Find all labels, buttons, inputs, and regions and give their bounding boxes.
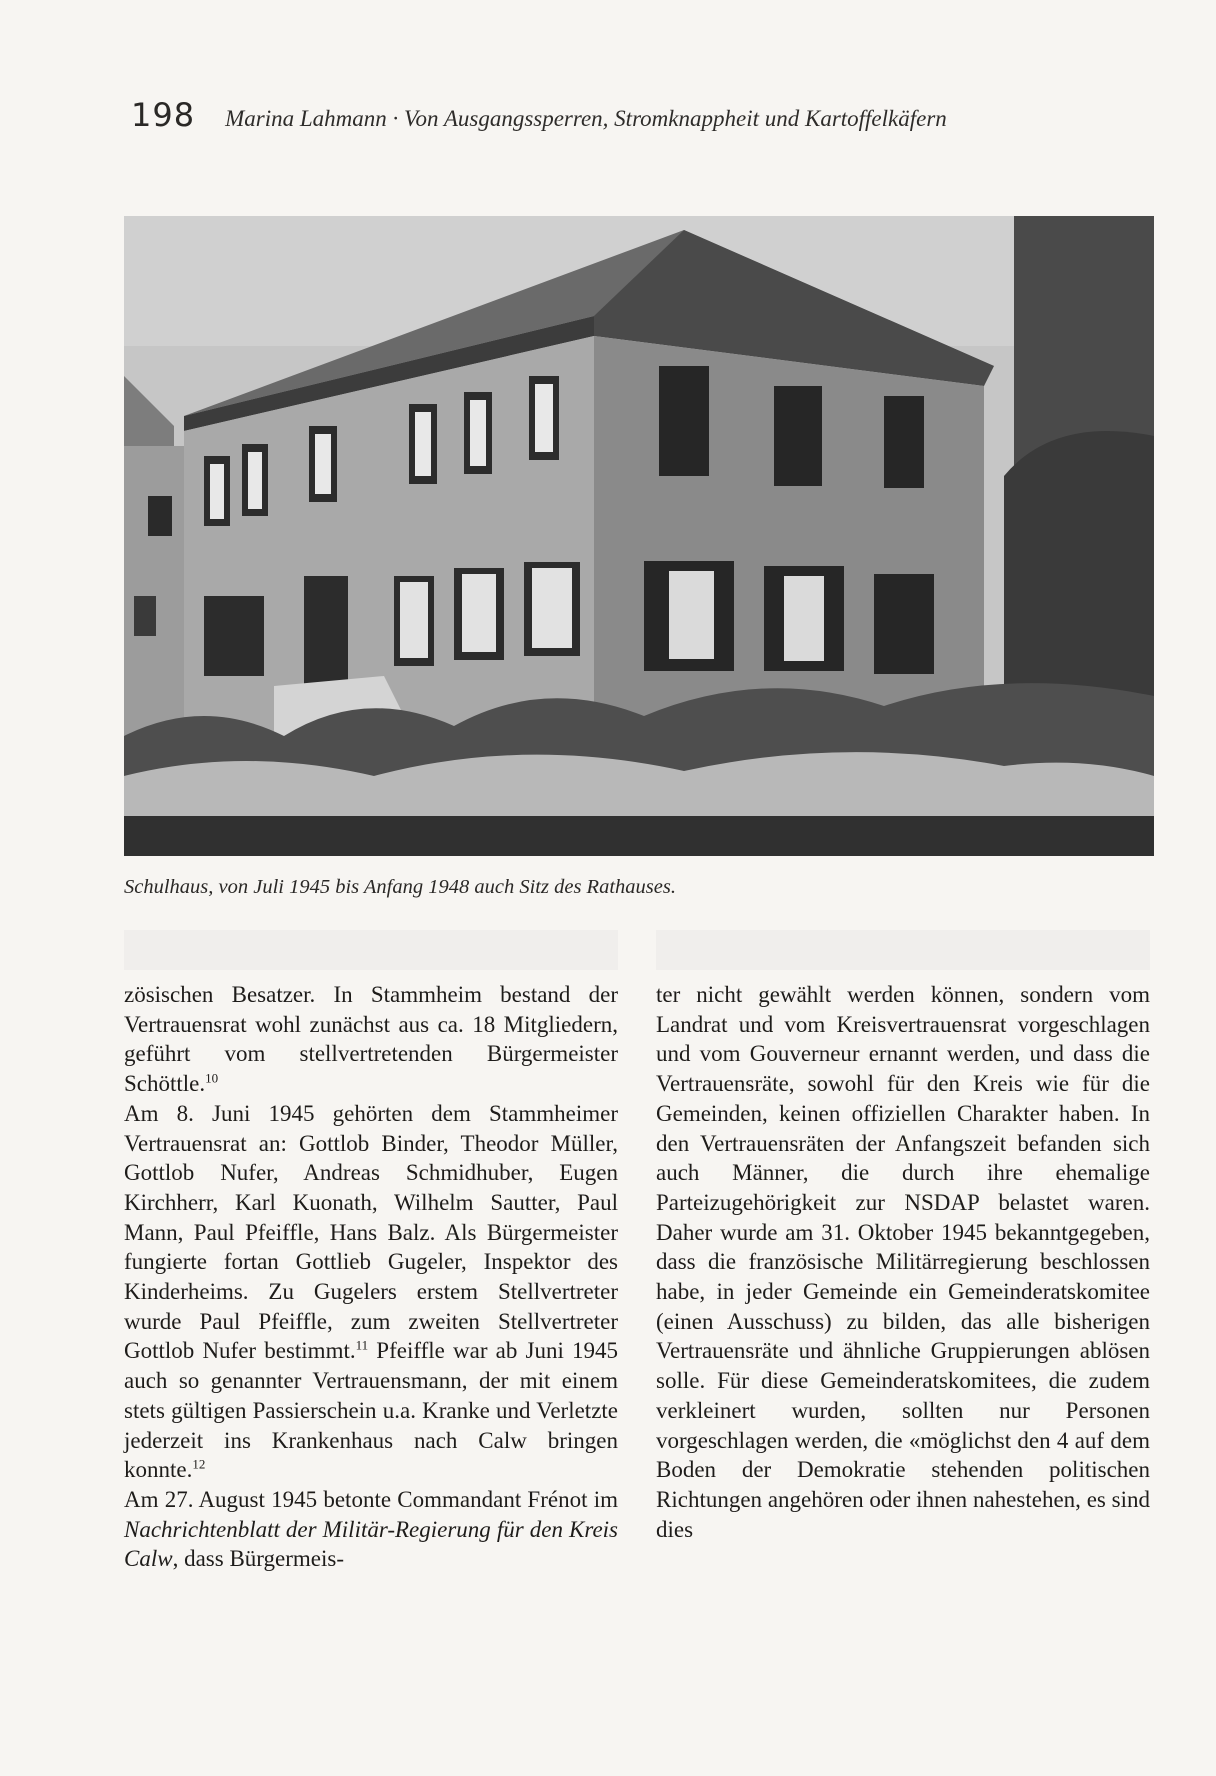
right-column: [656, 980, 1150, 1544]
left-paragraph-1: zösischen Besatzer. In Stammheim bestand der Vertrauensrat wohl zunächst aus ca. 18 Mitgliedern, geführt vom stellvertretenden Bürgermeister Schöttle.$^{10}$: [124, 982, 618, 1097]
right-paragraph-1: ter nicht gewählt werden können, sondern vom Landrat und vom Kreisvertrauensrat vorgeschlagen und vom Gouverneur ernannt werden, und dass die Vertrauensräte, sowohl für den Kreis wie für die Gemeinden, keinen offiziellen Charakter haben. In den Vertrauensräten der Anfangszeit befanden sich auch Männer, die durch ihre ehemalige Parteizugehörigkeit zur NSDAP belastet waren. Daher wurde am 31. Oktober 1945 bekanntgegeben, dass die französische Militärregierung beschlossen habe, in jeder Gemeinde ein Gemeinderatskomitee (einen Ausschuss) zu bilden, das alle bisherigen Vertrauensräte und ähnliche Gruppierungen ablösen solle. Für diese Gemeinderatskomitees, die zudem verkleinert wurden, sollten nur Personen vorgeschlagen werden, die «möglichst den 4 auf dem Boden der Demokratie stehenden politischen Richtungen angehören oder ihnen nahestehen, es sind dies: [656, 982, 1150, 1542]
figure-caption: Schulhaus, von Juli 1945 bis Anfang 1948 auch Sitz des Rathauses.: [124, 876, 676, 898]
left-column: [124, 980, 618, 1574]
running-head: [131, 96, 1031, 134]
publication-title: Nachrichtenblatt der Militär-Regierung für den Kreis Calw: [124, 1516, 618, 1572]
footnote-ref-12: 12: [192, 1456, 206, 1472]
bleed-through-shading-left: [124, 930, 618, 970]
running-title: Marina Lahmann · Von Ausgangssperren, Stromknappheit und Kartoffelkäfern: [225, 106, 947, 131]
schoolhouse-illustration: [124, 216, 1154, 856]
left-paragraph-3: Am 27. August 1945 betonte Commandant Frénot im Nachrichtenblatt der Militär-Regierung für den Kreis Calw, dass Bürgermeis-: [124, 1486, 618, 1572]
schoolhouse-photo: [124, 216, 1154, 856]
left-paragraph-2: Am 8. Juni 1945 gehörten dem Stammheimer Vertrauensrat an: Gottlob Binder, Theodor Müller, Gottlob Nufer, Andreas Schmidhuber, Eugen Kirchherr, Karl Kuonath, Wilhelm Sautter, Paul Mann, Paul Pfeiffle, Hans Balz. Als Bürgermeister fungierte fortan Gottlieb Gugeler, Inspektor des Kinderheims. Zu Gugelers erstem Stellvertreter wurde Paul Pfeiffle, zum zweiten Stellvertreter Gottlob Nufer bestimmt.$^{11}$ Pfeiffle war ab Juni 1945 auch so genannter Vertrauensmann, der mit einem stets gültigen Passierschein u.a. Kranke und Verletzte jederzeit ins Krankenhaus nach Calw bringen konnte.$^{12}$: [124, 1100, 619, 1483]
page-number: 198: [131, 96, 196, 134]
footnote-ref-10: 10: [205, 1070, 219, 1086]
footnote-ref-11: 11: [355, 1337, 369, 1353]
bleed-through-shading-right: [656, 930, 1150, 970]
